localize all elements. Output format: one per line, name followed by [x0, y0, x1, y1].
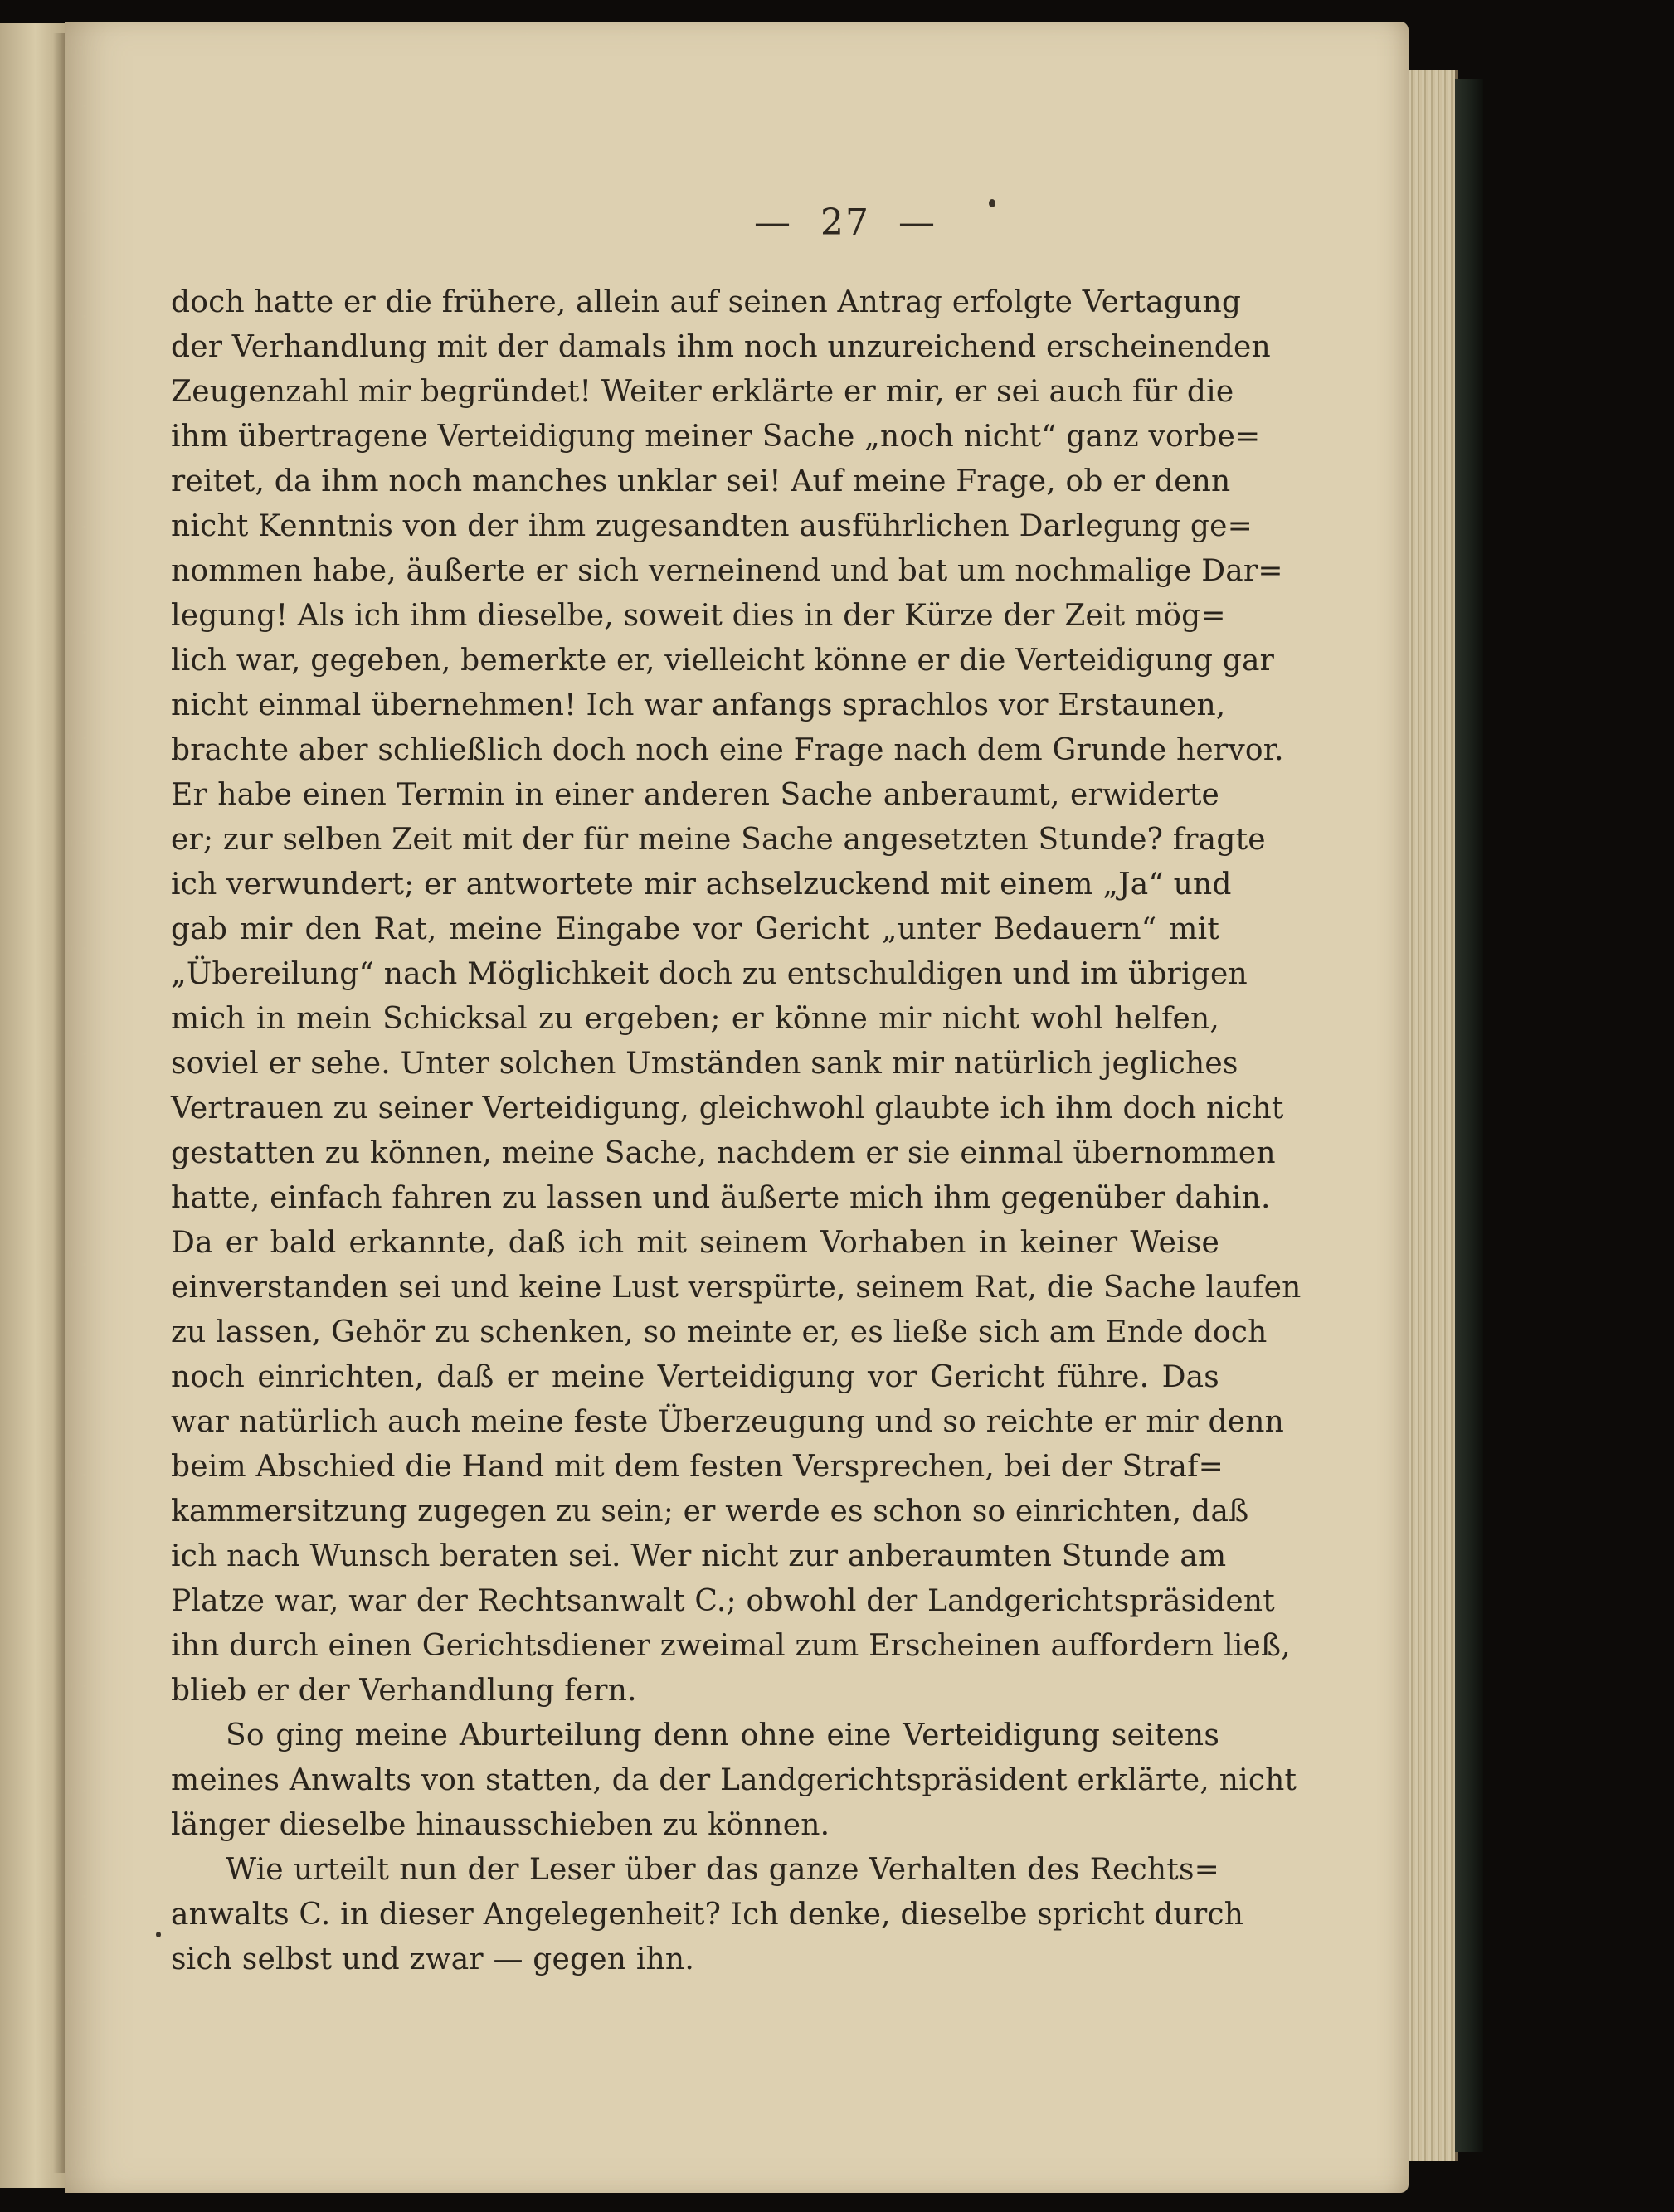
text-line: doch hatte er die frühere, allein auf seinen Antrag erfolgte Vertagung [171, 285, 1242, 319]
text-line: Er habe einen Termin in einer anderen Sache anberaumt, erwiderte [171, 778, 1219, 812]
page-edges [1409, 70, 1458, 2161]
text-line: der Verhandlung mit der damals ihm noch unzureichend erscheinenden [171, 330, 1271, 364]
text-line: beim Abschied die Hand mit dem festen Versprechen, bei der Straf= [171, 1450, 1224, 1484]
text-line: gab mir den Rat, meine Eingabe vor Gericht „unter Bedauern“ mit [171, 912, 1219, 946]
text-line: ich verwundert; er antwortete mir achselzuckend mit einem „Ja“ und [171, 868, 1232, 902]
text-line: Wie urteilt nun der Leser über das ganze Verhalten des Rechts= [226, 1853, 1219, 1887]
body-text [171, 280, 1302, 1982]
text-line: sich selbst und zwar — gegen ihn. [171, 1942, 694, 1976]
text-line: ich nach Wunsch beraten sei. Wer nicht zur anberaumten Stunde am [171, 1539, 1227, 1573]
text-line: kammersitzung zugegen zu sein; er werde es schon so einrichten, daß [171, 1495, 1249, 1529]
book-cover [1455, 79, 1483, 2152]
text-line: mich in mein Schicksal zu ergeben; er könne mir nicht wohl helfen, [171, 1002, 1219, 1036]
text-line: war natürlich auch meine feste Überzeugung und so reichte er mir denn [171, 1405, 1284, 1439]
text-line: noch einrichten, daß er meine Verteidigung vor Gericht führe. Das [171, 1360, 1219, 1394]
text-line: gestatten zu können, meine Sache, nachdem er sie einmal übernommen [171, 1136, 1276, 1170]
text-line: soviel er sehe. Unter solchen Umständen sank mir natürlich jegliches [171, 1047, 1238, 1081]
ink-speck [156, 1932, 161, 1937]
text-line: nommen habe, äußerte er sich verneinend und bat um nochmalige Dar= [171, 554, 1283, 588]
header-dash-left: — [754, 202, 792, 244]
text-line: nicht einmal übernehmen! Ich war anfangs sprachlos vor Erstaunen, [171, 688, 1226, 722]
text-line: reitet, da ihm noch manches unklar sei! Auf meine Frage, ob er denn [171, 464, 1231, 498]
text-line: einverstanden sei und keine Lust verspürte, seinem Rat, die Sache laufen [171, 1271, 1302, 1305]
page-header [0, 202, 1674, 244]
text-line: anwalts C. in dieser Angelegenheit? Ich denke, dieselbe spricht durch [171, 1898, 1244, 1932]
text-line: blieb er der Verhandlung fern. [171, 1674, 637, 1708]
text-line: Platze war, war der Rechtsanwalt C.; obwohl der Landgerichtspräsident [171, 1584, 1275, 1618]
text-line: ihn durch einen Gerichtsdiener zweimal zum Erscheinen auffordern ließ, [171, 1629, 1291, 1663]
text-line: hatte, einfach fahren zu lassen und äußerte mich ihm gegenüber dahin. [171, 1181, 1271, 1215]
text-line: meines Anwalts von statten, da der Landgerichtspräsident erklärte, nicht [171, 1763, 1297, 1797]
text-line: länger dieselbe hinausschieben zu können. [171, 1808, 830, 1842]
text-line: er; zur selben Zeit mit der für meine Sache angesetzten Stunde? fragte [171, 823, 1266, 857]
left-gutter-shadow [53, 33, 65, 2173]
text-line: lich war, gegeben, bemerkte er, vielleicht könne er die Verteidigung gar [171, 644, 1275, 678]
header-dash-right: — [898, 202, 937, 244]
text-line: Vertrauen zu seiner Verteidigung, gleichwohl glaubte ich ihm doch nicht [171, 1091, 1284, 1125]
text-line: zu lassen, Gehör zu schenken, so meinte er, es ließe sich am Ende doch [171, 1315, 1268, 1349]
text-line: „Übereilung“ nach Möglichkeit doch zu entschuldigen und im übrigen [171, 957, 1248, 991]
text-line: legung! Als ich ihm dieselbe, soweit dies in der Kürze der Zeit mög= [171, 599, 1226, 633]
text-line: ihm übertragene Verteidigung meiner Sache „noch nicht“ ganz vorbe= [171, 420, 1261, 454]
text-line: Da er bald erkannte, daß ich mit seinem Vorhaben in keiner Weise [171, 1226, 1219, 1260]
text-line: Zeugenzahl mir begründet! Weiter erklärte er mir, er sei auch für die [171, 375, 1234, 409]
text-line: So ging meine Aburteilung denn ohne eine Verteidigung seitens [226, 1719, 1219, 1753]
page-number: 27 [820, 202, 870, 244]
text-line: brachte aber schließlich doch noch eine Frage nach dem Grunde hervor. [171, 733, 1284, 767]
text-line: nicht Kenntnis von der ihm zugesandten ausführlichen Darlegung ge= [171, 509, 1253, 543]
